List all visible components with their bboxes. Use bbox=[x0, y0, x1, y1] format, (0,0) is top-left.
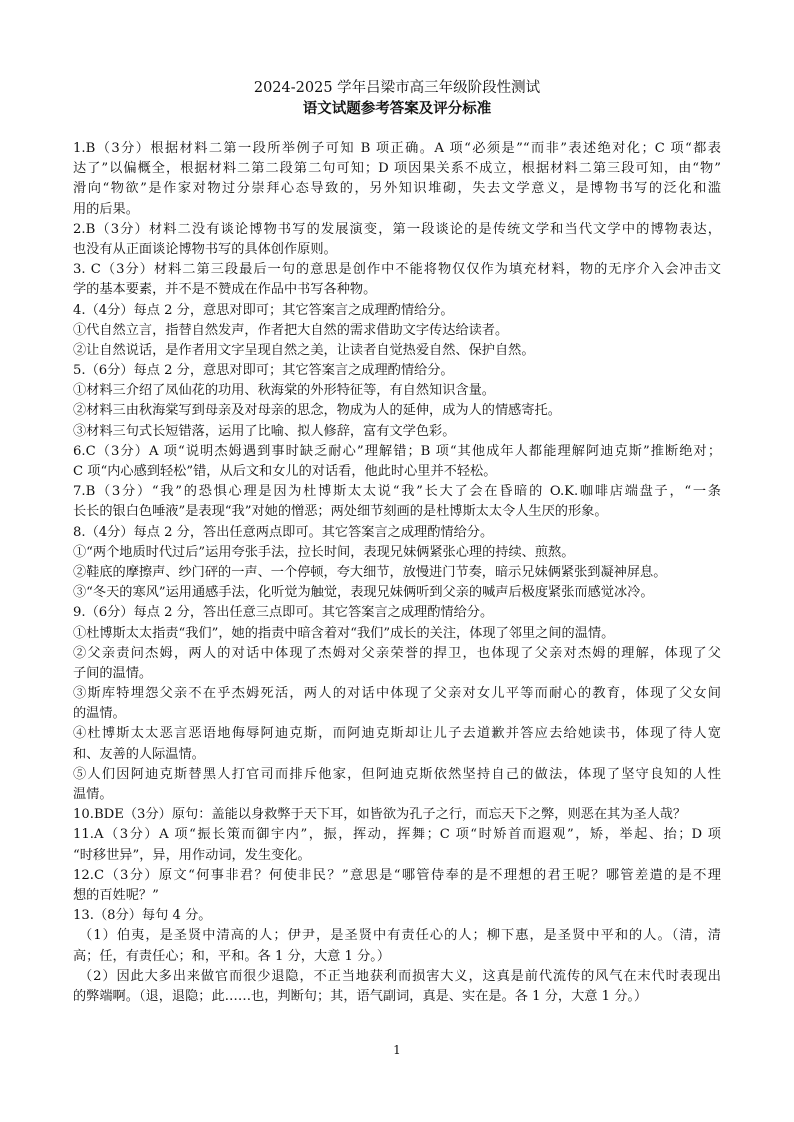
answer-line: ②材料三由秋海棠写到母亲及对母亲的思念，物成为人的延伸，成为人的情感寄托。 bbox=[73, 403, 561, 419]
answer-line: 4.（4分）每点 2 分，意思对即可；其它答案言之成理酌情给分。 bbox=[73, 302, 454, 318]
answer-line: 8.（4分）每点 2 分，答出任意两点即可。其它答案言之成理酌情给分。 bbox=[73, 524, 494, 540]
answer-line: （2）因此大多出来做官而很少退隐，不正当地获利而损害大义，这真是前代流传的风气在末代时表现出 bbox=[79, 968, 721, 984]
answer-line: 7.B（3分）“我”的恐惧心理是因为杜博斯太太说“我”长大了会在昏暗的 O.K.咖啡店端盘子，“一条 bbox=[73, 484, 721, 500]
answer-line: 的弊端啊。（退，退隐；此……也，判断句；其，语气副词，真是、实在是。各 1 分，大意 1 分。） bbox=[73, 988, 648, 1004]
answer-line: 1.B（3分）根据材料二第一段所举例子可知 B 项正确。A 项“必须是”“而非”表述绝对化；C 项“都表 bbox=[73, 141, 721, 156]
page-number: 1 bbox=[393, 1043, 401, 1057]
answer-line: 6.C（3分）A 项“说明杰姆遇到事时缺乏耐心”理解错；B 项“其他成年人都能理解阿迪克斯”推断绝对； bbox=[73, 443, 721, 459]
answer-line: 学的基本要素，并不是不赞成在作品中书写各种物。 bbox=[73, 282, 377, 298]
answer-line: 和、友善的人际温情。 bbox=[73, 746, 205, 762]
answer-line: ①代自然立言，指替自然发声，作者把大自然的需求借助文字传达给读者。 bbox=[73, 322, 509, 338]
answer-line: 3. C（3分）材料二第三段最后一句的意思是创作中不能将物仅仅作为填充材料，物的无序介入会冲击文 bbox=[73, 262, 721, 278]
answer-line: 高；任，有责任心；和，平和。各 1 分，大意 1 分。） bbox=[73, 948, 391, 964]
answer-key-subtitle: 语文试题参考答案及评分标准 bbox=[302, 100, 492, 117]
answer-line: ③“冬天的寒风”运用通感手法，化听觉为触觉，表现兄妹俩听到父亲的喊声后极度紧张而感觉冰冷。 bbox=[73, 585, 654, 601]
answer-line: 滑向“物欲”是作家对物过分崇拜心态导致的，另外知识堆砌，失去文学意义，是博物书写的泛化和滥 bbox=[73, 181, 721, 197]
answer-line: 9.（6分）每点 2 分，答出任意三点即可。其它答案言之成理酌情给分。 bbox=[73, 605, 494, 621]
answer-line: 长长的银白色唾液”是表现“我”对她的憎恶；两处细节刻画的是杜博斯太太令人生厌的形象。 bbox=[73, 504, 608, 520]
answer-line: ③材料三句式长短错落，运用了比喻、拟人修辞，富有文学色彩。 bbox=[73, 423, 456, 439]
answer-line: 2.B（3分）材料二没有谈论博物书写的发展演变，第一段谈论的是传统文学和当代文学中的博物表达， bbox=[73, 221, 721, 237]
answer-body bbox=[73, 139, 721, 1007]
answer-line: （1）伯夷，是圣贤中清高的人；伊尹，是圣贤中有责任心的人；柳下惠，是圣贤中平和的人。（清，清 bbox=[79, 928, 721, 944]
answer-line: ①杜博斯太太指责“我们”，她的指责中暗含着对“我们”成长的关注，体现了邻里之间的温情。 bbox=[73, 625, 615, 641]
answer-line: ②父亲责问杰姆，两人的对话中体现了杰姆对父亲荣誉的捍卫，也体现了父亲对杰姆的理解，体现了父 bbox=[73, 645, 721, 661]
answer-line: 10.BDE（3分）原句：盖能以身救弊于天下耳，如皆欲为孔子之行，而忘天下之弊，则恶在其为圣人哉？ bbox=[73, 807, 687, 823]
answer-line: 12.C（3分）原文“何事非君？何使非民？”意思是“哪管侍奉的是不理想的君王呢？哪管差遣的是不理 bbox=[73, 867, 721, 883]
answer-line: 也没有从正面谈论博物书写的具体创作原则。 bbox=[73, 241, 337, 257]
answer-line: 子间的温情。 bbox=[73, 665, 153, 681]
answer-line: 温情。 bbox=[73, 787, 113, 802]
answer-line: 的温情。 bbox=[73, 706, 126, 722]
answer-line: ②让自然说话，是作者用文字呈现自然之美，让读者自觉热爱自然、保护自然。 bbox=[73, 342, 535, 358]
answer-line: 想的百姓呢？” bbox=[73, 887, 159, 903]
answer-line: ①“两个地质时代过后”运用夸张手法，拉长时间，表现兄妹俩紧张心理的持续、煎熬。 bbox=[73, 544, 575, 560]
answer-line: 5.（6分）每点 2 分，意思对即可；其它答案言之成理酌情给分。 bbox=[73, 363, 454, 379]
answer-line: ③斯库特埋怨父亲不在乎杰姆死活，两人的对话中体现了父亲对女儿平等而耐心的教育，体现了父女间 bbox=[73, 686, 721, 702]
answer-line: 达了”以偏概全，根据材料二第二段第二句可知；D 项因果关系不成立，根据材料二第三段可知，由“物” bbox=[73, 161, 721, 177]
answer-line: “时移世异”，异，用作动词，发生变化。 bbox=[73, 847, 311, 863]
answer-line: ②鞋底的摩擦声、纱门砰的一声、一个停顿，夸大细节，放慢进门节奏，暗示兄妹俩紧张到凝神屏息。 bbox=[73, 564, 667, 580]
answer-line: 13.（8分）每句 4 分。 bbox=[73, 908, 212, 924]
answer-line: ⑤人们因阿迪克斯替黑人打官司而排斥他家，但阿迪克斯依然坚持自己的做法，体现了坚守良知的人性 bbox=[73, 766, 721, 782]
answer-line: 用的后果。 bbox=[73, 201, 139, 217]
answer-line: ①材料三介绍了凤仙花的功用、秋海棠的外形特征等，有自然知识含量。 bbox=[73, 383, 495, 399]
exam-title: 2024-2025 学年吕梁市高三年级阶段性测试 bbox=[253, 80, 541, 96]
answer-line: 11.A（3分）A 项“振长策而御宇内”，振，挥动，挥舞；C 项“时矫首而遐观”，矫，举起、抬；D 项 bbox=[73, 827, 721, 843]
answer-line: ④杜博斯太太恶言恶语地侮辱阿迪克斯，而阿迪克斯却让儿子去道歉并答应去给她读书，体现了待人宽 bbox=[73, 726, 721, 742]
answer-line: C 项“内心感到轻松”错，从后文和女儿的对话看，他此时心里并不轻松。 bbox=[73, 464, 497, 479]
